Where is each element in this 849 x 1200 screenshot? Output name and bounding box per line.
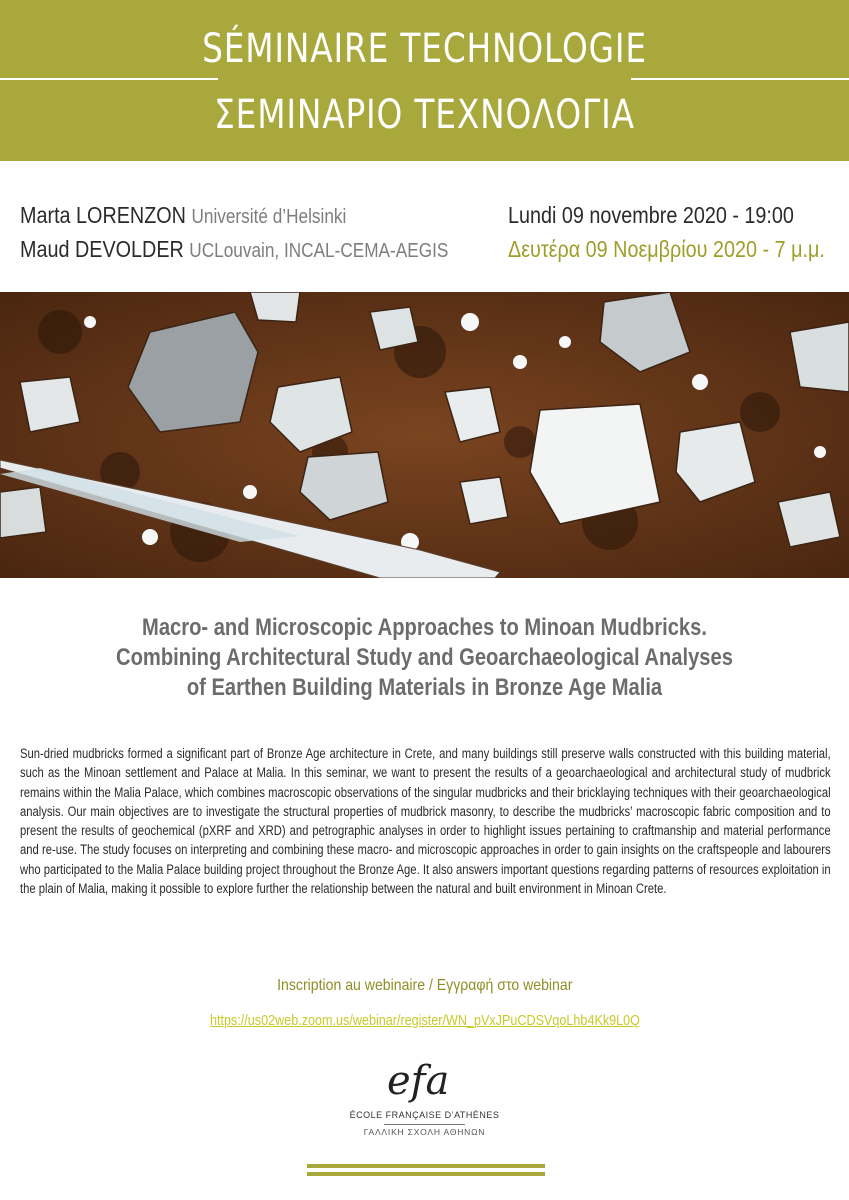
header-divider-left bbox=[0, 78, 218, 80]
speaker-2-affiliation: UCLouvain, INCAL-CEMA-AEGIS bbox=[189, 240, 449, 262]
header-divider-right bbox=[631, 78, 849, 80]
efa-logo-mark: efa bbox=[387, 1058, 450, 1104]
registration-link[interactable]: https://us02web.zoom.us/webinar/register/WN_pVxJPuCDSVqoLhb4Kk9L0Q bbox=[209, 1012, 640, 1029]
efa-name-gr: ΓΑΛΛΙΚΗ ΣΧΟΛΗ ΑΘΗΝΩΝ bbox=[363, 1127, 486, 1137]
registration-label-text: Inscription au webinaire / Εγγραφή στο webinar bbox=[276, 977, 573, 994]
registration-link-row bbox=[0, 1012, 849, 1029]
abstract-text: Sun-dried mudbricks formed a significant part of Bronze Age architecture in Crete, and many buildings still preserve walls constructed with this building material, such as the Minoan settlement and Palace at Malia. In this seminar, we want to present the results of a geoarchaeological and architectural study of mudbrick remains within the Malia Palace, which combines macroscopic observations of the singular mudbricks and their bricklaying techniques with their geoarchaeological analysis. Our main objectives are to investigate the structural properties of mudbrick masonry, to describe the mudbricks’ macroscopic fabric composition and to present the results of geochemical (pXRF and XRD) and petrographic analyses in order to highlight issues pertaining to craftmanship and material performance and re-use. The study focuses on interpreting and combining these macro- and microscopic approaches in order to gain insights on the craftspeople and labourers who participated to the Malia Palace building project throughout the Bronze Age. It also answers important questions regarding patterns of resources exploitation in the plain of Malia, making it possible to explore further the relationship between the natural and built environment in Minoan Crete. bbox=[20, 746, 831, 897]
header-band bbox=[0, 0, 849, 161]
seminar-title bbox=[40, 613, 809, 703]
speaker-1-name: Marta LORENZON bbox=[20, 202, 186, 228]
bottom-bar-2 bbox=[307, 1172, 545, 1176]
speaker-1 bbox=[20, 202, 346, 229]
title-line-2: Combining Architectural Study and Geoarchaeological Analyses bbox=[116, 644, 733, 671]
date-gr: Δευτέρα 09 Νοεμβρίου 2020 - 7 μ.μ. bbox=[508, 236, 825, 262]
header-title-fr: SÉMINAIRE TECHNOLOGIE bbox=[202, 26, 647, 72]
efa-name-fr: ÉCOLE FRANÇAISE D’ATHÈNES bbox=[349, 1110, 500, 1120]
efa-logo-rule bbox=[384, 1124, 465, 1125]
speaker-1-affiliation: Université d’Helsinki bbox=[191, 206, 347, 228]
title-line-1: Macro- and Microscopic Approaches to Minoan Mudbricks. bbox=[142, 614, 707, 641]
header-title-gr: ΣΕΜΙΝΑΡΙΟ ΤΕΧΝΟΛΟΓΙΑ bbox=[214, 92, 635, 138]
speaker-2 bbox=[20, 236, 448, 263]
date-fr: Lundi 09 novembre 2020 - 19:00 bbox=[508, 202, 794, 228]
efa-logo-icon bbox=[385, 1046, 465, 1108]
speaker-2-name: Maud DEVOLDER bbox=[20, 236, 184, 262]
registration-label bbox=[0, 977, 849, 995]
micrograph-photo bbox=[0, 292, 849, 578]
title-line-3: of Earthen Building Materials in Bronze Age Malia bbox=[186, 674, 663, 701]
bottom-bar-1 bbox=[307, 1164, 545, 1168]
micrograph-illustration bbox=[0, 292, 849, 578]
